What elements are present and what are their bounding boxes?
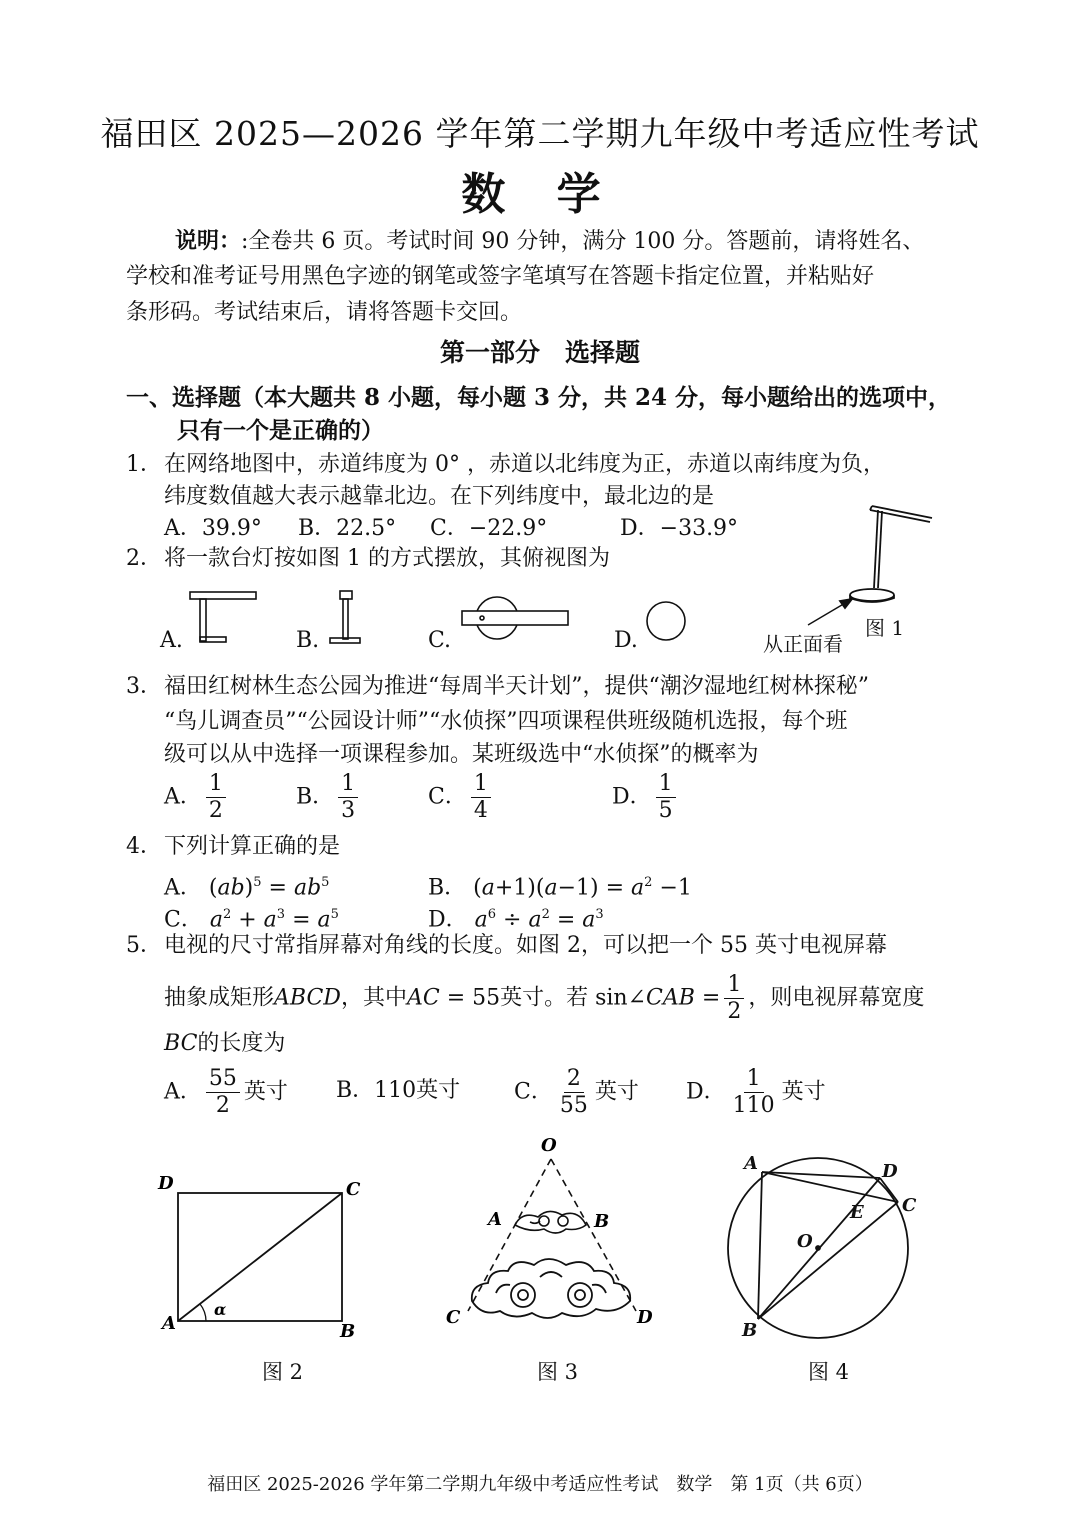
q4-option-b: B． $(a+1)(a-1) = a^2 -1$	[428, 875, 692, 901]
q3-number: 3．	[126, 674, 162, 699]
q4-option-a: A． $(ab)^5 = ab^5$	[164, 875, 330, 901]
q4-number: 4．	[126, 834, 162, 859]
section1-line1: 一、选择题（本大题共 8 小题，每小题 3 分，共 24 分，每小题给出的选项中，	[126, 384, 952, 411]
q3-option-b: B． $\frac{1}{3}$	[296, 771, 362, 824]
figure3-label-d: D	[637, 1307, 653, 1328]
q3-line3: 级可以从中选择一项课程参加。某班级选中“水侦探”的概率为	[164, 742, 759, 767]
figures-row	[0, 1125, 1080, 1365]
q5-option-c: C． $\frac{2}{55}$ 英寸	[514, 1066, 639, 1118]
q1-line2: 纬度数值越大表示越靠北边。在下列纬度中，最北边的是	[164, 484, 715, 509]
figure1-caption: 图 1	[865, 616, 905, 640]
part1-title: 第一部分 选择题	[439, 338, 640, 367]
figure2-label-c: C	[346, 1179, 361, 1200]
figure1-view-note: 从正面看	[763, 632, 843, 656]
instructions-line3: 条形码。考试结束后，请将答题卡交回。	[126, 300, 523, 325]
q1-option-b: B．22.5°	[298, 516, 397, 541]
q1-number: 1．	[126, 452, 162, 477]
figure4-caption: 图 4	[808, 1360, 850, 1384]
q3-option-b-fraction: $\frac{1}{3}$	[338, 771, 358, 824]
q4-option-d: D． $a^6 \div a^2 = a^3$	[428, 907, 604, 933]
figure3-label-c: C	[446, 1307, 461, 1328]
figure4-label-a: A	[744, 1153, 758, 1174]
q2-option-c: C.	[428, 628, 452, 653]
q5-line3: BC的长度为	[164, 1031, 286, 1056]
q2-number: 2．	[126, 546, 162, 571]
figure4-label-d: D	[882, 1161, 898, 1182]
figure4-label-e: E	[850, 1202, 864, 1223]
q3-option-d-fraction: $\frac{1}{5}$	[656, 771, 676, 824]
q2-option-b-figure	[330, 591, 360, 643]
q2-option-c-figure	[462, 597, 568, 639]
q2-figures	[0, 0, 1080, 700]
q3-option-d: D． $\frac{1}{5}$	[612, 771, 680, 824]
q5-number: 5．	[126, 933, 162, 958]
figure3-label-o: O	[541, 1135, 557, 1156]
exam-title: 福田区 2025—2026 学年第二学期九年级中考适应性考试	[100, 114, 980, 153]
q5-option-a: A． $\frac{55}{2}$ 英寸	[164, 1066, 288, 1118]
figure2-label-alpha: α	[214, 1300, 227, 1319]
q4-text: 下列计算正确的是	[164, 834, 341, 859]
section1-line2: 只有一个是正确的）	[177, 417, 384, 444]
instructions-label: 说明：	[175, 228, 242, 254]
figure2-rectangle	[157, 1173, 361, 1342]
figure2-label-d: D	[158, 1173, 174, 1194]
figure1-lamp	[808, 506, 932, 625]
q5-option-a-fraction: $\frac{55}{2}$	[206, 1066, 240, 1119]
figure4-label-c: C	[902, 1195, 917, 1216]
q3-option-c: C． $\frac{1}{4}$	[428, 771, 495, 824]
figure3-label-b: B	[594, 1211, 610, 1232]
figure2-label-a: A	[162, 1313, 176, 1334]
q5-sin-fraction: $\frac{1}{2}$	[724, 972, 744, 1025]
q3-line2: “鸟儿调查员”“公园设计师”“水侦探”四项课程供班级随机选报，每个班	[164, 709, 848, 734]
q5-option-b: B．110英寸	[336, 1078, 461, 1103]
figure4-label-b: B	[742, 1320, 758, 1341]
q3-option-a-fraction: $\frac{1}{2}$	[206, 771, 226, 824]
q1-option-a: A．39.9°	[164, 516, 262, 541]
figure2-label-b: B	[340, 1321, 356, 1342]
figure4-circle	[728, 1153, 917, 1341]
q3-option-a: A． $\frac{1}{2}$	[164, 771, 230, 824]
q2-text: 将一款台灯按如图 1 的方式摆放，其俯视图为	[164, 546, 610, 571]
instructions-line2: 学校和准考证号用黑色字迹的钢笔或签字笔填写在答题卡指定位置，并粘贴好	[126, 264, 875, 289]
figure3-cloud-triangle	[446, 1135, 653, 1328]
figure3-label-a: A	[488, 1209, 502, 1230]
q1-option-c: C．−22.9°	[430, 516, 548, 541]
figure3-caption: 图 3	[537, 1360, 579, 1384]
q2-option-d: D.	[614, 628, 638, 653]
q1-line1: 在网络地图中，赤道纬度为 0° ，赤道以北纬度为正，赤道以南纬度为负，	[164, 452, 885, 477]
q5-option-d: D． $\frac{1}{110}$ 英寸	[686, 1066, 826, 1118]
q1-option-d: D．−33.9°	[620, 516, 739, 541]
q5-option-c-fraction: $\frac{2}{55}$	[559, 1066, 588, 1118]
q5-line1: 电视的尺寸常指屏幕对角线的长度。如图 2，可以把一个 55 英寸电视屏幕	[164, 933, 887, 958]
figure4-label-o: O	[797, 1231, 813, 1252]
q5-option-d-fraction: $\frac{1}{110}$	[732, 1066, 775, 1118]
figure2-caption: 图 2	[262, 1360, 304, 1384]
q2-option-a: A.	[160, 628, 183, 653]
q2-option-a-figure	[190, 592, 256, 642]
subject-title: 数 学	[461, 169, 619, 220]
q3-option-c-fraction: $\frac{1}{4}$	[471, 771, 491, 824]
instructions-line1: 说明：:全卷共 6 页。考试时间 90 分钟，满分 100 分。答题前，请将姓名、	[175, 228, 925, 254]
page-footer: 福田区 2025-2026 学年第二学期九年级中考适应性考试 数学 第 1页（共 6页）	[207, 1474, 873, 1495]
q2-option-d-figure	[647, 602, 685, 640]
q5-line2: 抽象成矩形ABCD，其中AC = 55英寸。若 sin∠CAB = $\frac{1}{2}$ ，则电视屏幕宽度	[164, 972, 925, 1024]
q2-option-b: B.	[296, 628, 320, 653]
q4-option-c: C． $a^2 + a^3 = a^5$	[164, 907, 339, 933]
q3-line1: 福田红树林生态公园为推进“每周半天计划”，提供“潮汐湿地红树林探秘”	[164, 674, 869, 699]
